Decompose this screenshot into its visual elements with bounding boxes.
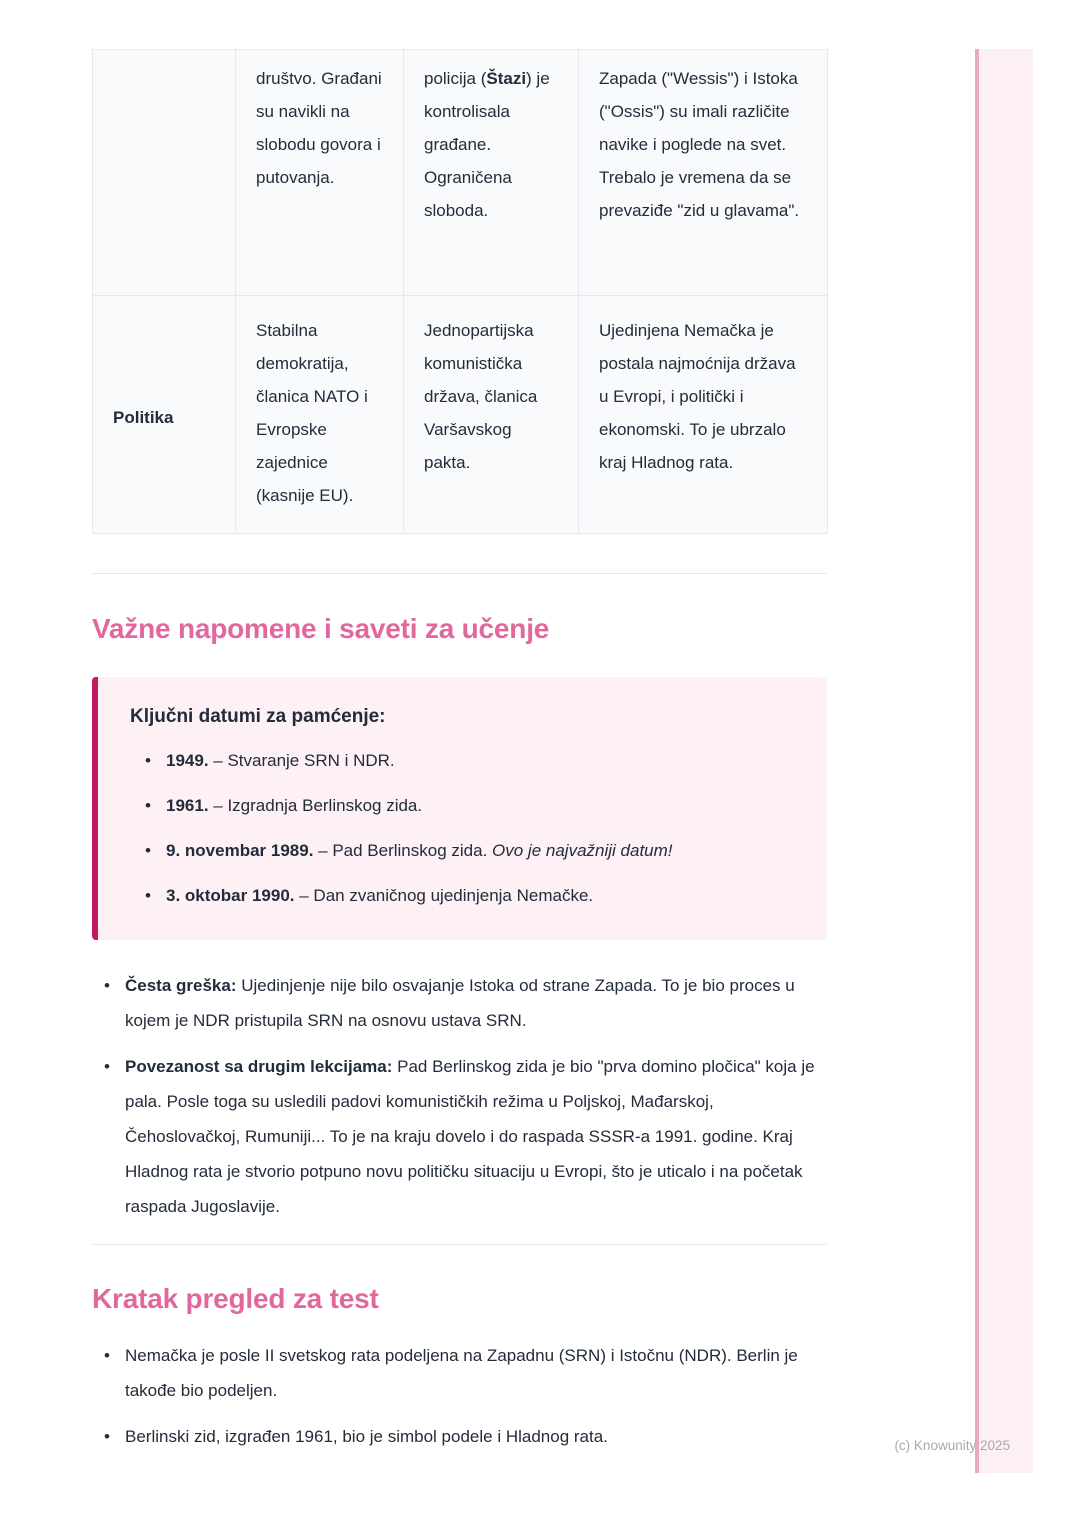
text-segment: društvo. Građani su navikli na slobodu govora i putovanja. [256, 69, 382, 187]
bullet-icon: • [145, 886, 151, 905]
list-item-text [125, 1338, 827, 1408]
key-dates-list [145, 744, 797, 912]
text-segment: 1961. [166, 796, 209, 815]
section-divider [92, 573, 827, 574]
row-header-cell [93, 50, 236, 296]
list-item-text [166, 744, 395, 777]
list-item-text [125, 968, 827, 1038]
text-segment: – Dan zvaničnog ujedinjenja Nemačke. [294, 886, 594, 905]
section-divider [92, 1244, 827, 1245]
text-segment: Pad Berlinskog zida je bio "prva domino pločica" koja je pala. Posle toga su usledili padovi komunističkih režima u Poljskoj, Mađarskoj, Čehoslovačkoj, Rumuniji... To je na kraju dovelo i do raspada SSSR-a 1991. godine. Kraj Hladnog rata je stvorio potpuno novu političku situaciju u Evropi, što je uticalo i na početak raspada Jugoslavije. [125, 1057, 815, 1216]
copyright-text: (c) Knowunity 2025 [894, 1438, 1010, 1453]
text-segment: – Stvaranje SRN i NDR. [208, 751, 395, 770]
bullet-icon: • [104, 1057, 110, 1076]
text-segment: Stabilna demokratija, članica NATO i Evropske zajednice (kasnije EU). [256, 321, 368, 505]
table-cell [236, 50, 404, 296]
notes-bullet-list [104, 968, 827, 1224]
table-row [93, 296, 828, 534]
list-item [145, 744, 797, 777]
list-item [104, 968, 827, 1038]
list-item [145, 789, 797, 822]
page-edge-ribbon [975, 49, 1033, 1473]
bullet-icon: • [104, 1427, 110, 1446]
text-segment: Ujedinjena Nemačka je postala najmoćnija država u Evropi, i politički i ekonomski. To je ubrzalo kraj Hladnog rata. [599, 321, 796, 472]
notes-section-title: Važne napomene i saveti za učenje [92, 613, 550, 644]
text-segment: 3. oktobar 1990. [166, 886, 295, 905]
text-segment: – Pad Berlinskog zida. [313, 841, 493, 860]
list-item-text [166, 789, 422, 822]
review-bullet-list [104, 1338, 827, 1454]
comparison-table [92, 49, 828, 534]
list-item-text [125, 1419, 608, 1454]
text-segment: 1949. [166, 751, 209, 770]
list-item [104, 1049, 827, 1224]
text-segment: Štazi [486, 69, 527, 88]
bullet-icon: • [145, 796, 151, 815]
table-cell [404, 296, 579, 534]
bullet-icon: • [104, 1346, 110, 1365]
list-item [145, 834, 797, 867]
list-item [104, 1419, 827, 1454]
text-segment: policija ( [424, 69, 487, 88]
text-segment: Zapada ("Wessis") i Istoka ("Ossis") su imali različite navike i poglede na svet. Trebalo je vremena da se prevaziđe "zid u glavama". [599, 69, 800, 220]
list-item-text [166, 879, 593, 912]
comparison-table-body [93, 50, 828, 534]
text-segment: Nemačka je posle II svetskog rata podeljena na Zapadnu (SRN) i Istočnu (NDR). Berlin je takođe bio podeljen. [125, 1346, 798, 1400]
table-cell [579, 296, 828, 534]
table-cell [236, 296, 404, 534]
table-row [93, 50, 828, 296]
text-segment: Berlinski zid, izgrađen 1961, bio je simbol podele i Hladnog rata. [125, 1427, 608, 1446]
page-content [92, 49, 827, 1454]
text-segment: Ujedinjenje nije bilo osvajanje Istoka od strane Zapada. To je bio proces u kojem je NDR pristupila SRN na osnovu ustava SRN. [125, 976, 795, 1030]
bullet-icon: • [145, 751, 151, 770]
row-header-cell: Politika [93, 296, 236, 534]
text-segment: Povezanost sa drugim lekcijama: [125, 1057, 393, 1076]
text-segment: Česta greška: [125, 976, 237, 995]
review-section-title: Kratak pregled za test [92, 1283, 379, 1314]
text-segment: Ovo je najvažniji datum! [492, 841, 673, 860]
text-segment: ) je kontrolisala građane. Ograničena sloboda. [424, 69, 550, 220]
list-item-text [125, 1049, 827, 1224]
text-segment: – Izgradnja Berlinskog zida. [208, 796, 423, 815]
key-dates-callout [92, 677, 827, 940]
callout-title: Ključni datumi za pamćenje: [130, 706, 386, 727]
table-cell [404, 50, 579, 296]
list-item-text [166, 834, 673, 867]
bullet-icon: • [104, 976, 110, 995]
list-item [104, 1338, 827, 1408]
list-item [145, 879, 797, 912]
text-segment: 9. novembar 1989. [166, 841, 314, 860]
bullet-icon: • [145, 841, 151, 860]
table-cell [579, 50, 828, 296]
text-segment: Jednopartijska komunistička država, članica Varšavskog pakta. [424, 321, 538, 472]
